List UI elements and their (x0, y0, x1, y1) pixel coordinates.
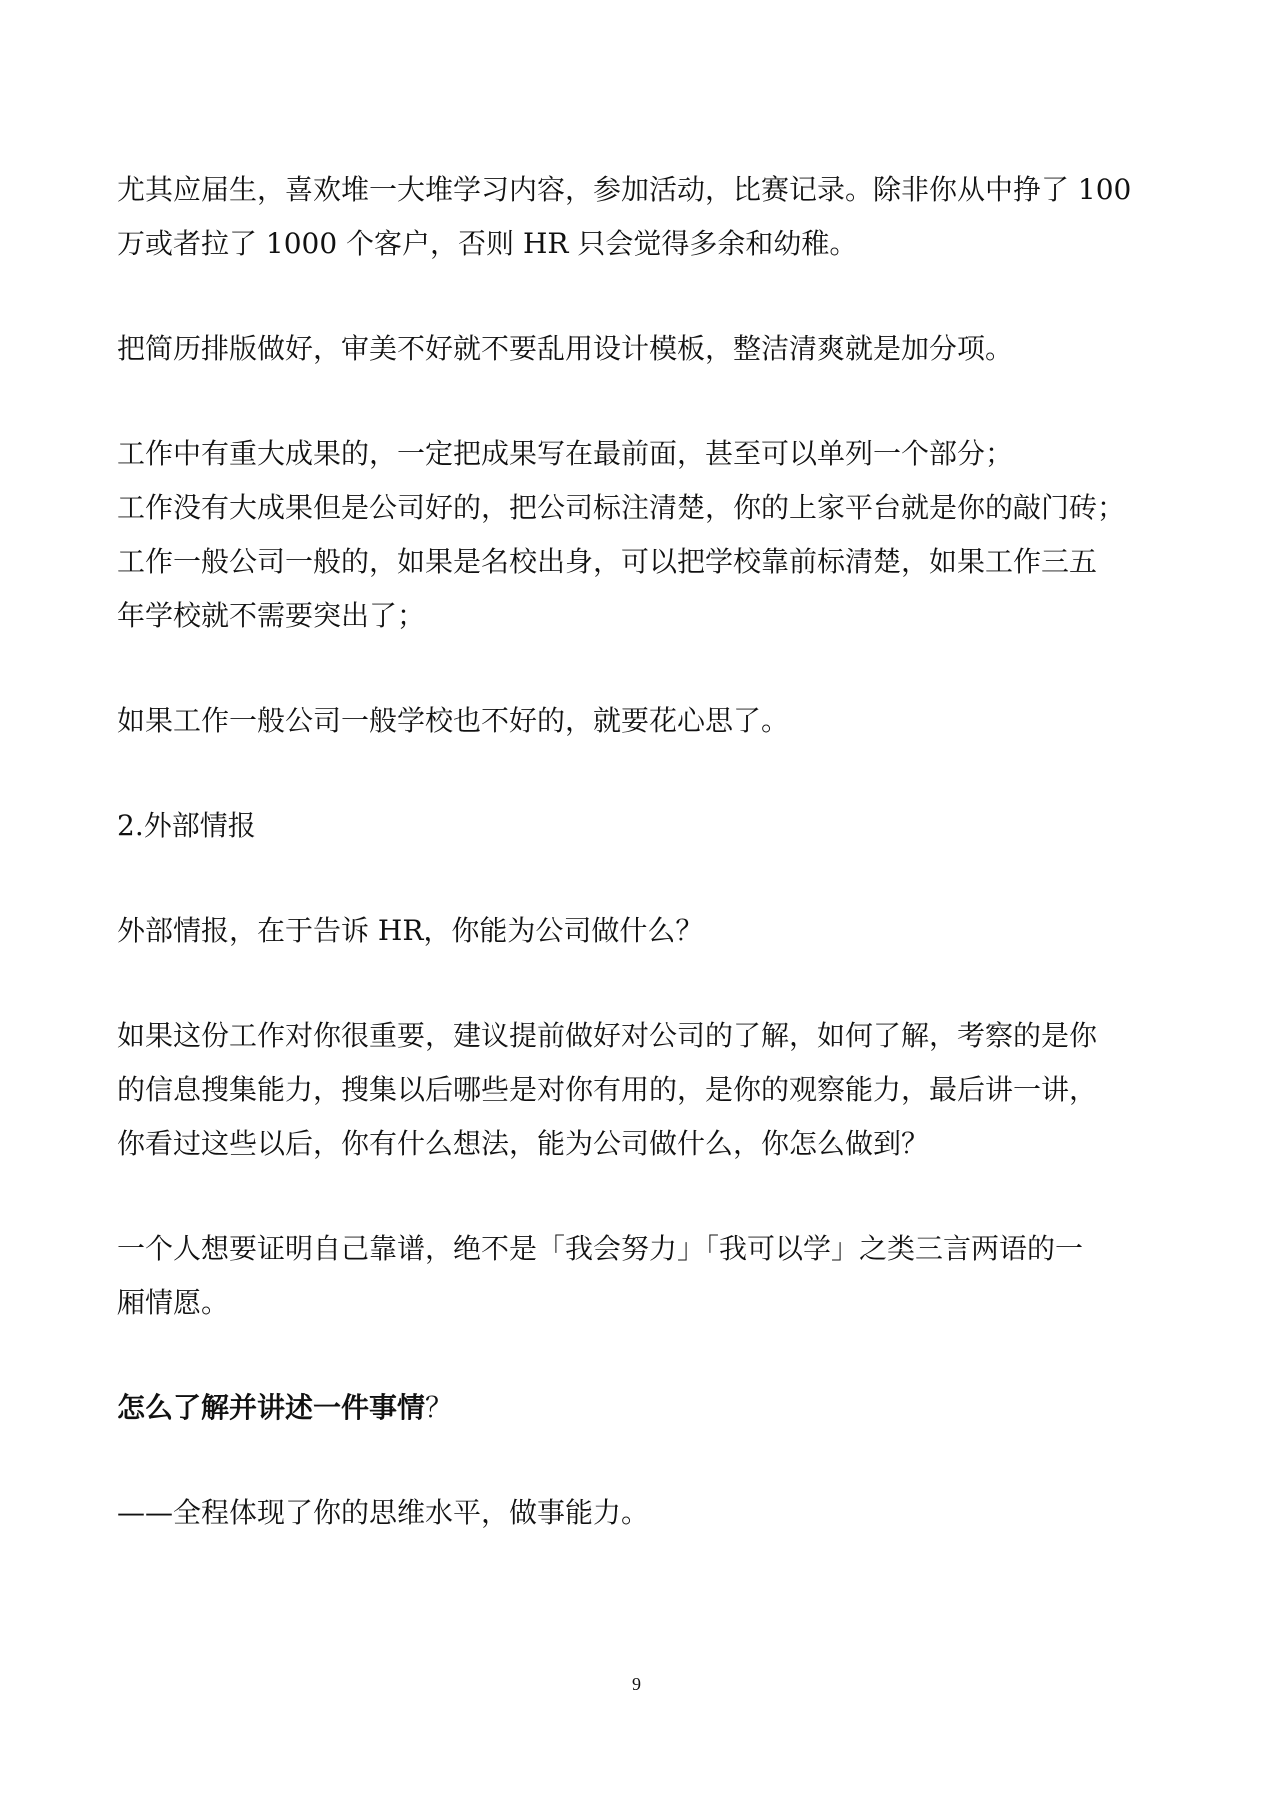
paragraph-reliability (117, 1222, 1172, 1330)
paragraph-fresh-graduates (117, 163, 1172, 271)
text-line: 一个人想要证明自己靠谱，绝不是「我会努力」「我可以学」之类三言两语的一 (117, 1232, 1084, 1265)
text-line: 如果这份工作对你很重要，建议提前做好对公司的了解，如何了解，考察的是你 (117, 1019, 1098, 1052)
heading-text: 怎么了解并讲述一件事情 (117, 1391, 426, 1424)
paragraph-effort (117, 694, 1172, 748)
text-line: 万或者拉了 1000 个客户，否则 HR 只会觉得多余和幼稚。 (117, 227, 858, 260)
page-number: 9 (632, 1674, 641, 1694)
paragraph-company-research (117, 1009, 1172, 1171)
text-line: 2.外部情报 (117, 809, 256, 842)
paragraph-external-intel (117, 904, 1172, 958)
page-content (117, 163, 1172, 1591)
heading-punctuation: ？ (425, 1391, 454, 1424)
text-line: 你看过这些以后，你有什么想法，能为公司做什么，你怎么做到？ (117, 1127, 930, 1160)
text-line: 工作中有重大成果的，一定把成果写在最前面，甚至可以单列一个部分； (117, 437, 1014, 470)
text-line: 工作一般公司一般的，如果是名校出身，可以把学校靠前标清楚，如果工作三五 (117, 545, 1098, 578)
text-line: 年学校就不需要突出了； (117, 599, 426, 632)
text-line: 如果工作一般公司一般学校也不好的，就要花心思了。 (117, 704, 790, 737)
section-label-external-intel (117, 799, 1172, 853)
text-line: 尤其应届生，喜欢堆一大堆学习内容，参加活动，比赛记录。除非你从中挣了 100 (117, 173, 1132, 206)
text-line: 外部情报，在于告诉 HR，你能为公司做什么？ (117, 914, 704, 947)
text-line: 厢情愿。 (117, 1286, 230, 1319)
text-line: 把简历排版做好，审美不好就不要乱用设计模板，整洁清爽就是加分项。 (117, 332, 1014, 365)
section-heading (117, 1381, 1172, 1435)
text-line: 的信息搜集能力，搜集以后哪些是对你有用的，是你的观察能力，最后讲一讲， (117, 1073, 1098, 1106)
paragraph-closing (117, 1486, 1172, 1540)
text-line: 工作没有大成果但是公司好的，把公司标注清楚，你的上家平台就是你的敲门砖； (117, 491, 1126, 524)
paragraph-achievements (117, 427, 1172, 643)
text-line: ——全程体现了你的思维水平，做事能力。 (117, 1496, 650, 1529)
paragraph-layout-advice (117, 322, 1172, 376)
